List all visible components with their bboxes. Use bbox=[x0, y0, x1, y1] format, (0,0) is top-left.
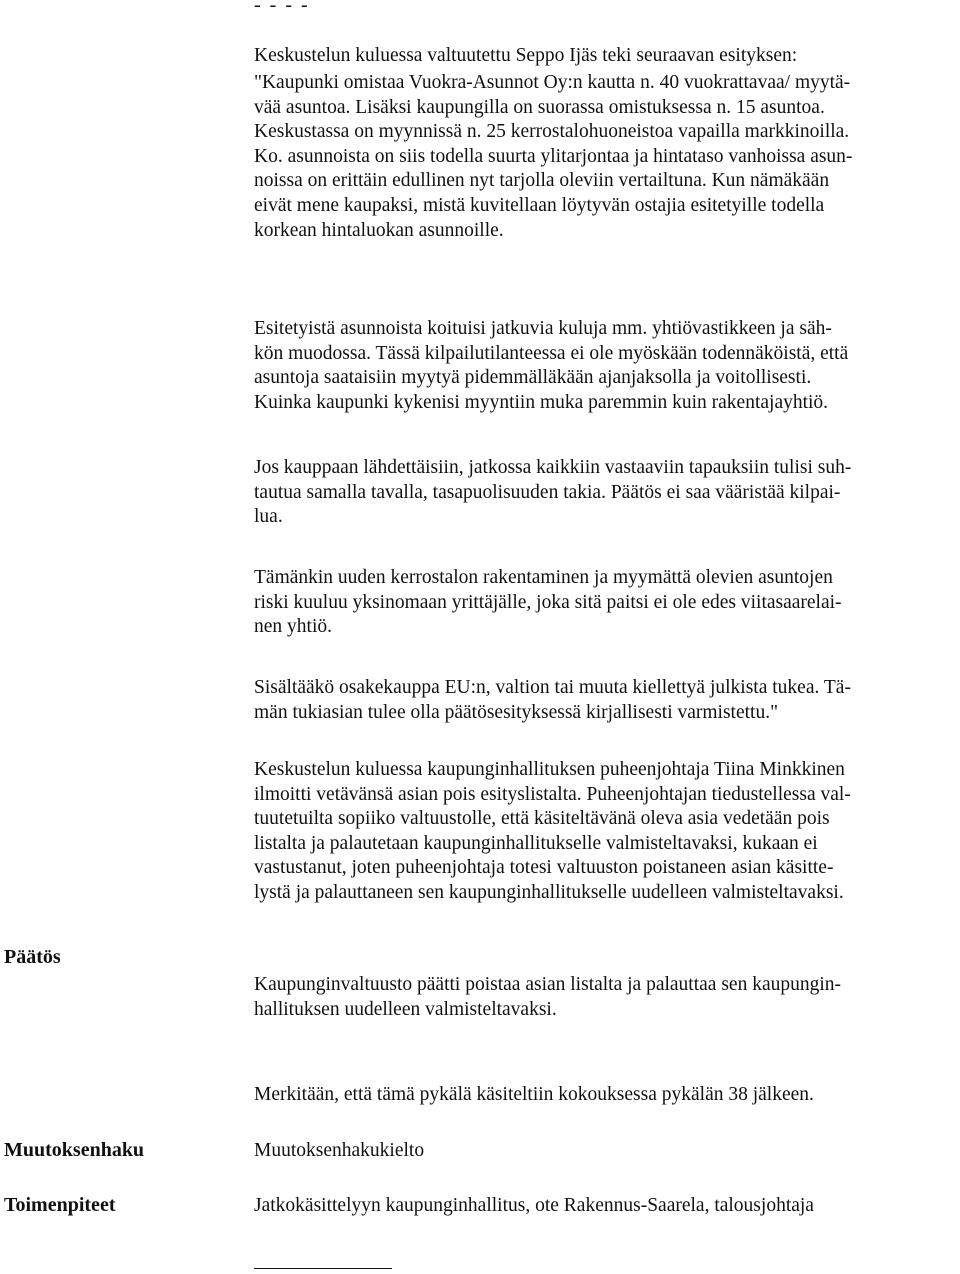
text-line: ilmoitti vetävänsä asian pois esityslistalta. Puheenjohtajan tiedustellessa val- bbox=[254, 783, 851, 805]
text-line: asuntoja saataisiin myytyä pidemmälläkään ajanjaksolla ja voitollisesti. bbox=[254, 367, 812, 389]
text-line: Muutoksenhakukielto bbox=[254, 1140, 425, 1161]
paragraph-proposal-5 bbox=[254, 676, 954, 725]
section-label-toimenpiteet: Toimenpiteet bbox=[4, 1194, 116, 1216]
text-line: korkean hintaluokan asunnoille. bbox=[254, 219, 504, 241]
paragraph-proposal-2 bbox=[254, 317, 954, 415]
text-line: tuutetuilta sopiiko valtuustolle, että käsiteltävänä oleva asia vedetään pois bbox=[254, 808, 830, 830]
text-line: Keskustelun kuluessa valtuutettu Seppo Ijäs teki seuraavan esityksen: bbox=[254, 45, 798, 66]
text-line: Jos kauppaan lähdettäisiin, jatkossa kaikkiin vastaaviin tapauksiin tulisi suh- bbox=[254, 457, 852, 478]
text-line: Tämänkin uuden kerrostalon rakentaminen ja myymättä olevien asuntojen bbox=[254, 567, 833, 588]
muutoksenhaku-text bbox=[254, 1139, 954, 1164]
paragraph-proposal-3 bbox=[254, 456, 954, 530]
text-line: eivät mene kaupaksi, mistä kuvitellaan löytyvän ostajia esitetyille todella bbox=[254, 194, 825, 216]
text-line: män tukiasian tulee olla päätösesityksessä kirjallisesti varmistettu." bbox=[254, 701, 779, 723]
text-line: Esitetyistä asunnoista koituisi jatkuvia kuluja mm. yhtiövastikkeen ja säh- bbox=[254, 318, 832, 339]
text-line: hallituksen uudelleen valmisteltavaksi. bbox=[254, 998, 557, 1020]
text-line: Keskustelun kuluessa kaupunginhallituksen puheenjohtaja Tiina Minkkinen bbox=[254, 759, 845, 780]
top-dashes: - - - - bbox=[254, 0, 310, 16]
text-line: listalta ja palautetaan kaupunginhallitukselle valmisteltavaksi, kukaan ei bbox=[254, 832, 818, 854]
text-line: lystä ja palauttaneen sen kaupunginhallitukselle uudelleen valmisteltavaksi. bbox=[254, 881, 844, 903]
text-line: Ko. asunnoista on siis todella suurta ylitarjontaa ja hintataso vanhoissa asun- bbox=[254, 145, 853, 167]
section-label-muutoksenhaku: Muutoksenhaku bbox=[4, 1139, 145, 1161]
paragraph-proposal-1 bbox=[254, 71, 954, 243]
text-line: nen yhtiö. bbox=[254, 616, 332, 638]
text-line: lua. bbox=[254, 506, 283, 528]
paragraph-discussion bbox=[254, 758, 954, 906]
text-line: tautua samalla tavalla, tasapuolisuuden takia. Päätös ei saa vääristää kilpai- bbox=[254, 481, 841, 503]
paragraph-intro bbox=[254, 44, 954, 69]
text-line: noissa on erittäin edullinen nyt tarjolla oleviin vertailtuna. Kun nämäkään bbox=[254, 170, 830, 192]
text-line: vää asuntoa. Lisäksi kaupungilla on suorassa omistuksessa n. 15 asuntoa. bbox=[254, 96, 825, 118]
text-line: riski kuuluu yksinomaan yrittäjälle, joka sitä paitsi ei ole edes viitasaarelai- bbox=[254, 591, 842, 613]
toimenpiteet-text bbox=[254, 1194, 954, 1219]
text-line: kön muodossa. Tässä kilpailutilanteessa ei ole myöskään todennäköistä, että bbox=[254, 342, 849, 364]
paragraph-proposal-4 bbox=[254, 566, 954, 640]
section-label-paatos: Päätös bbox=[4, 946, 61, 968]
text-line: Jatkokäsittelyyn kaupunginhallitus, ote Rakennus-Saarela, talousjohtaja bbox=[254, 1195, 814, 1216]
footer-rule bbox=[254, 1268, 392, 1269]
text-line: Keskustassa on myynnissä n. 25 kerrostalohuoneistoa vapailla markkinoilla. bbox=[254, 121, 850, 143]
paragraph-decision bbox=[254, 973, 954, 1022]
text-line: Merkitään, että tämä pykälä käsiteltiin kokouksessa pykälän 38 jälkeen. bbox=[254, 1084, 814, 1105]
text-line: Kuinka kaupunki kykenisi myyntiin muka paremmin kuin rakentajayhtiö. bbox=[254, 391, 829, 413]
paragraph-note bbox=[254, 1083, 954, 1108]
text-line: "Kaupunki omistaa Vuokra-Asunnot Oy:n kautta n. 40 vuokrattavaa/ myytä- bbox=[254, 72, 851, 93]
text-line: Kaupunginvaltuusto päätti poistaa asian listalta ja palauttaa sen kaupungin- bbox=[254, 974, 842, 995]
text-line: vastustanut, joten puheenjohtaja totesi valtuuston poistaneen asian käsitte- bbox=[254, 857, 834, 879]
text-line: Sisältääkö osakekauppa EU:n, valtion tai muuta kiellettyä julkista tukea. Tä- bbox=[254, 677, 851, 698]
